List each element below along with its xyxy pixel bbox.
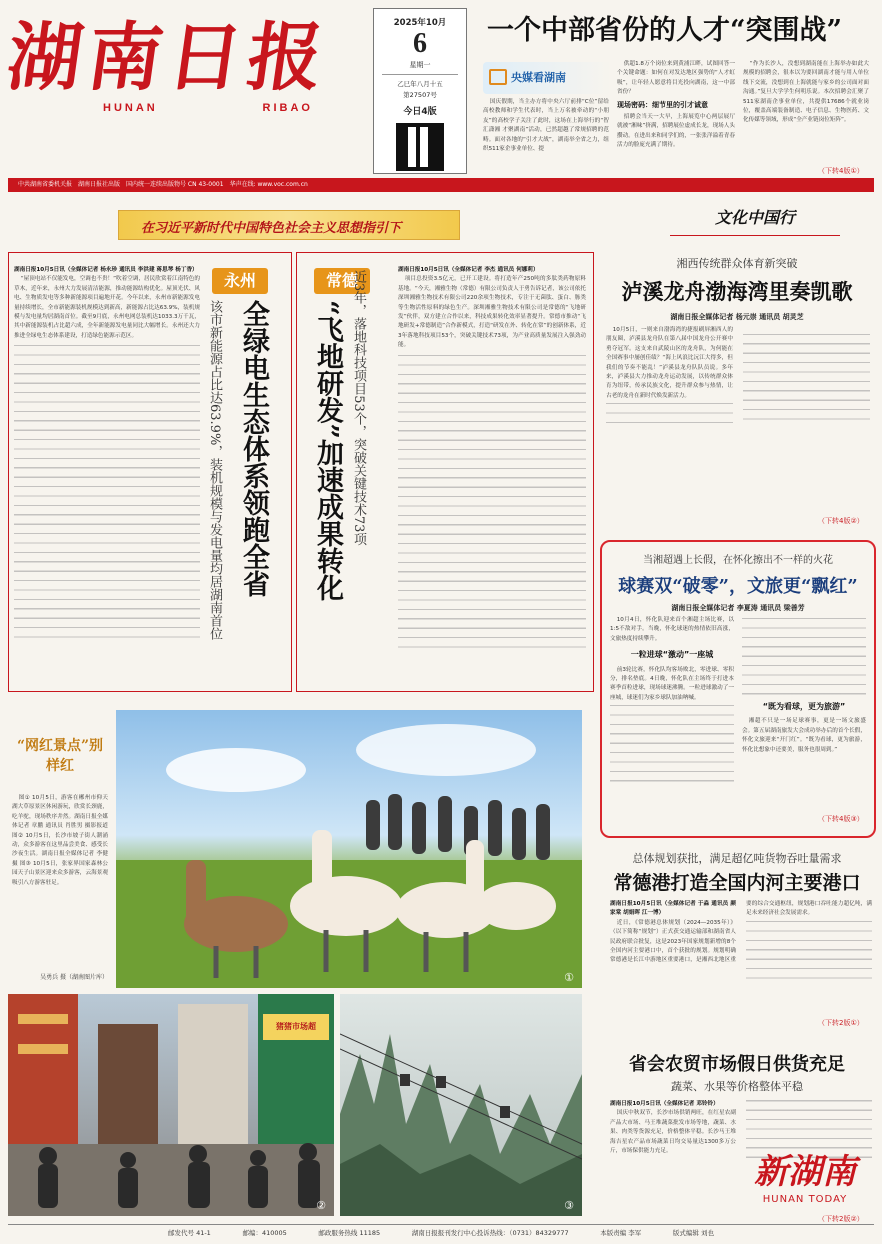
changde-body	[398, 266, 586, 671]
theme-banner-text: 在习近平新时代中国特色社会主义思想指引下	[141, 221, 402, 236]
top-story-para2: 供超1.8万个岗位来到黄浦江畔，试图回答一个关键命题：如何在对发达地区强势的“人才虹吸”，让年轻人愿意将目光投向湖南，这一中部省份？	[617, 61, 735, 96]
photo-credit: 吴勇兵 摄（湖南图片库）	[40, 974, 108, 981]
photo-street[interactable]	[8, 994, 334, 1216]
footer-distribution: 湖南日报报刊发行中心投诉热线：（0731）84329777	[411, 1229, 569, 1237]
top-story-para1: 国庆假期，当主办方将中央六厅前排“C位”留给高校教师和学生代表时，当上万名被牵动的“小朋友”的高校学子关注了此时，这场在上海举行的“智汇潇湘 才聚湖南”活动，已然超越了常规招聘的范畴。面对各地的“引才大战”，湖南举全省之力，组织511家企事业单位、提	[483, 99, 609, 153]
date-lunar: 乙巳年八月十五	[397, 80, 443, 88]
cablecar-scene	[340, 994, 582, 1216]
photo-cablecar[interactable]	[340, 994, 582, 1216]
date-weekday: 星期一	[409, 61, 431, 69]
new-hunan-en: HUNAN TODAY	[762, 1194, 848, 1205]
logo-text: 湖南日报	[1, 15, 335, 101]
qr-code-icon[interactable]	[396, 123, 444, 171]
footer-service: 邮政服务热线 11185	[318, 1229, 381, 1237]
footer-postal-code: 邮发代号 41-1	[168, 1229, 211, 1237]
date-day: 6	[413, 28, 427, 59]
yongzhou-tag-label: 永州	[223, 271, 256, 290]
yongzhou-tag	[212, 268, 268, 294]
culture-title[interactable]: 泸溪龙舟渤海湾里奏凯歌	[621, 279, 853, 304]
culture-body	[606, 326, 870, 522]
top-story-title[interactable]: 一个中部省份的人才“突围战”	[487, 15, 843, 46]
column-badge	[483, 62, 611, 94]
logo-pinyin-left: HUNAN	[103, 102, 158, 114]
football-col1	[610, 616, 734, 826]
photo-street-number: ②	[316, 1199, 326, 1212]
market-more-link[interactable]: （下转2版②）	[818, 1215, 864, 1223]
yongzhou-subtitle: 该市新能源占比达63.9%，装机规模与发电量均居湖南首位	[207, 300, 222, 641]
new-hunan-cn: 新湖南	[754, 1152, 856, 1192]
football-col2	[742, 616, 866, 812]
photo-alpaca[interactable]	[116, 710, 582, 988]
photo-alpaca-number: ①	[564, 971, 574, 984]
football-sub1: 一粒进球“激动”一座城	[630, 650, 714, 660]
market-subtitle: 蔬菜、水果等价格整体平稳	[671, 1080, 803, 1093]
culture-kicker: 湘西传统群众体育新突破	[676, 257, 798, 270]
changde-tag-label: 常德	[325, 271, 358, 290]
top-story-col2	[617, 60, 735, 176]
market-byline: 湖南日报10月5日讯（全媒体记者 邓铃铃）	[610, 1101, 719, 1107]
port-body	[610, 900, 872, 1022]
football-byline: 湖南日报全媒体记者 李夏涛 通讯员 梁善芳	[671, 604, 805, 612]
football-kicker: 当湘超遇上长假，在怀化擦出不一样的火花	[643, 555, 833, 566]
masthead-logo	[1, 8, 338, 128]
football-text1: 10月4日，怀化队迎来首个湘超主场比赛，以1:5不敌对手。当晚，怀化球迷的热情依旧高涨，文旅热度持续攀升。	[610, 617, 734, 642]
new-hunan-logo[interactable]	[735, 1150, 875, 1214]
theme-banner	[118, 210, 460, 240]
market-title[interactable]: 省会农贸市场假日供货充足	[629, 1054, 845, 1075]
street-shop-sign	[263, 1014, 329, 1040]
masthead-strip-text: 中共湖南省委机关报 湖南日报社出版 国内统一连续出版物号 CN 43-0001 华声在线: www.voc.com.cn	[18, 181, 308, 188]
football-more-link[interactable]: （下转4版③）	[818, 815, 864, 823]
logo-pinyin-right: RIBAO	[262, 102, 313, 114]
masthead-strip	[8, 178, 874, 192]
yongzhou-body	[14, 266, 200, 671]
port-kicker: 总体规划获批，满足超亿吨货物吞吐量需求	[632, 852, 842, 865]
port-title[interactable]: 常德港打造全国内河主要港口	[613, 872, 861, 894]
port-text: 近日，《常德港总体规划（2024—2035年）》（以下简称“规划”）正式获交通运输部和湖南省人民政府联合批复，这是2023年国家规划新增的8个全国内河主要港口中，首个获批的规划。规划明确常德港是长江中游地区重要港口，是湘西北地区重要的综合交通枢纽，规划港口吞吐能力超亿吨，满足未来经济社会发展需求。	[610, 901, 872, 964]
top-story-col3	[743, 60, 869, 164]
footer-layout-editor: 版式编辑 刘也	[672, 1229, 714, 1237]
footer-zip: 邮编：410005	[242, 1229, 287, 1237]
top-story-para3: 招聘会当天一大早，上海展览中心两层展厅就被“湘味”挤满，招聘展位虚成长龙，现场人头攒动。在进出来和同学们的，一张张洋溢着青春活力的脸庞充满了期待。	[617, 114, 735, 149]
culture-logo-text: 文化中国行	[714, 208, 795, 227]
culture-byline: 湖南日报全媒体记者 杨元崇 通讯员 胡灵芝	[670, 313, 804, 321]
tv-icon	[489, 69, 507, 85]
market-text: 国庆中秋双节，长沙市场供销两旺，在红星农副产品大市场、马王堆蔬菜批发市场等地，蔬菜、水果、肉类等货源充足，价格整体平稳。长沙马王堆海吉星农产品市场蔬菜日均交易量达1300多万公斤，市场保供能力充足。	[610, 1110, 736, 1155]
page-count: 今日4版	[403, 107, 437, 117]
football-sub2: “既为看球，更为旅游”	[762, 702, 846, 711]
yongzhou-title[interactable]: 全绿电生态体系领跑全省	[238, 300, 269, 597]
football-title[interactable]: 球赛双“破零”，文旅更“飘红”	[618, 576, 858, 597]
culture-logo	[660, 205, 850, 235]
photo-section-title: “网红景点”别样红	[16, 738, 104, 774]
alpaca-scene	[116, 710, 582, 988]
culture-more-link[interactable]: （下转4版②）	[818, 517, 864, 525]
changde-title[interactable]: “飞地研发”加速成果转化	[312, 300, 343, 602]
street-shop-sign-text: 猪猪市场超	[276, 1022, 316, 1031]
top-story-para4: “作为长沙人，没想到湖南能在上海举办如此大规模的招聘会，很本以为要回湖南才能与用人单位线下交流，没想到在上海就能与家乡的公司面对面沟通。”复旦大学学生何明乐说。本次招聘会汇聚了511家湖南企事业单位，共提供17686个就业岗位，覆盖高端装备制造、电子信息、生物医药、文化传媒等领域，形成“全产业链岗位矩阵”。	[743, 61, 869, 124]
top-story-subhead: 现场密码：细节里的引才诚意	[617, 100, 708, 109]
yongzhou-byline: 湖南日报10月5日讯（全媒体记者 杨永珍 通讯员 李洪建 蒋思琴 杨丁香）	[14, 267, 198, 273]
culture-text: 10月5日，一则来自渤海湾的捷报刷屏湘西人的朋友圈，泸溪县龙舟队在第八届中国龙舟公开赛中勇夺冠军。这支来自武陵山区的龙舟队，为何能在全国赛事中屡创佳绩？“海上风浪比沅江大得多，但我们的节奏不能乱！”泸溪县龙舟队队员说。多年来，泸溪县大力推动龙舟运动发展，以传统群众体育为纽带，传承民族文化，提升群众参与热情，让古老的龙舟在新时代焕发新活力。	[606, 327, 733, 399]
football-text2: 前3轮比赛，怀化队均客场败北，零进球、零积分，排名垫底。4日晚，怀化队在主场终于打进本赛季首粒进球，现场球迷沸腾。一粒进球激动了一座城，球迷们为家乡球队加油呐喊。	[610, 666, 734, 701]
footer-rule	[8, 1224, 874, 1225]
issue-number: 第27507号	[403, 91, 437, 99]
photo-caption: 图① 10月5日，游客在郴州市仰天湖大草原景区休闲游玩，欣赏长颈鹿，吃羊驼，现场秩序井然。湖南日报全媒体记者 章鹏 通讯员 肖胜男 摄影报道 图② 10月5日，长沙市坡子街人潮涌动，众多游客在这里品尝美食、感受长沙夜生活。湖南日报全媒体记者 李健 摄 图③ 10月5日，张家界国家森林公园天子山景区迎来众多游客，云海景观吸引八方游客驻足。	[12, 795, 108, 886]
changde-subtitle: 近3年，落地科技项目53个，突破关键技术73项	[351, 270, 366, 546]
column-badge-label: 央媒看湖南	[511, 71, 566, 84]
football-text3: 湘超不只是一场足球赛事，更是一场文旅盛会。第五届湖南旅发大会成功举办后的首个长假，怀化文旅迎来“开门红”。“既为看球，更为旅游，怀化比想象中还要美，服务也很周到。”	[742, 718, 866, 753]
yongzhou-text: “屋顶电站不仅能发电，空调也不贵！”吹着空调，居民欣赏着江南特色的草木，近年来，永州大力发展清洁能源，推动能源结构优化。屋顶光伏、风电、生物质发电等多种新能源项目遍地开花。今年以来，永州市新能源发电量持续增长，全市新能源装机规模达到新高，新能源占比达63.9%，装机规模与发电量均居湖南首位。截至9月底，永州电网总装机达1033.3万千瓦，其中新能源装机占比超六成，全年新能源发电量同比大幅增长。永州还大力推进全绿电生态体系建设，打造绿色能源示范区。	[14, 276, 200, 339]
photo-cablecar-number: ③	[564, 1199, 574, 1212]
date-box	[373, 8, 467, 174]
date-year-month: 2025年10月	[393, 18, 447, 28]
changde-byline: 湖南日报10月5日讯（全媒体记者 李杰 通讯员 何娜莉）	[398, 267, 539, 273]
port-more-link[interactable]: （下转2版①）	[818, 1019, 864, 1027]
footer-bar	[8, 1228, 874, 1240]
top-story-col1	[483, 98, 609, 176]
top-story-more-link[interactable]: （下转4版①）	[818, 167, 864, 175]
footer-editor: 本版责编 李军	[600, 1229, 642, 1237]
changde-text: 项目总投资3.5亿元，已开工建设。将打造年产250吨的多肽类药物原料基地。“今天，湘雅生物（常德）有限公司负责人于勇告诉记者，该公司依托深圳湘雅生物技术有限公司220余项生物技术，专注于无菌肽、蛋白、胨类等生物活性原料的绿色生产。深圳湘雅生物技术有限公司是常德的“飞地研发”伙伴，双方建立合作以来，科技成果转化效率显著提升。常德市推动“飞地研发+常德制造”合作新模式，打造“研发在外、转化在常”的创新体系，近3年落地科技项目53个，突破关键技术73项，为产业高质量发展注入强劲动能。	[398, 276, 586, 349]
port-byline: 湖南日报10月5日讯（全媒体记者 于淼 通讯员 颜家棠 胡娟晖 江一博）	[610, 901, 736, 917]
photo-sidebar	[8, 710, 112, 990]
